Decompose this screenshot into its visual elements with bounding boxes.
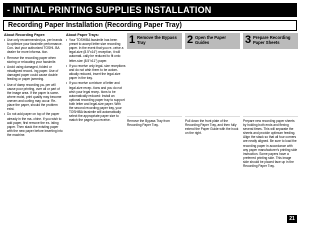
list-item: • Avoid using damaged, folded or misaligned record- ing paper. Use of damaged paper could cause double feeding or paper jamming.	[4, 65, 64, 81]
step-3	[243, 33, 298, 168]
step-2-title: Open the Paper Guides	[195, 35, 226, 45]
list-item: • Use of damp recording pa- per will cause poor printing, over all or part of the image area. If the paper is some- where moist, print quality may become uneven and curling may occur. Re- place the paper, should the problem exist.	[4, 83, 64, 112]
step-3-illustration	[243, 49, 298, 117]
step-1-illustration	[127, 49, 182, 117]
about-recording-paper	[4, 33, 64, 138]
section-title: Recording Paper Installation (Recording Paper Tray)	[3, 20, 297, 31]
step-1-number: 1	[129, 34, 136, 46]
step-2-illustration	[185, 49, 240, 117]
list-item: • Do not add paper on top of the paper already in the ma- chine. If you wish to add paper, first remove the ex- isting paper. Then stack the existing paper with the new paper before inserting into the machine.	[4, 112, 64, 137]
step-3-title: Prepare Recording Paper Sheets	[253, 35, 291, 45]
list-item: • If you receive only legal- size receptions and do not wish them to be autom- atically reduced, insert the legal-size paper in the tray.	[66, 64, 126, 80]
page-number: 21	[287, 215, 297, 223]
step-2-header	[185, 33, 240, 49]
step-2-number: 2	[187, 34, 194, 46]
step-1-header	[127, 33, 182, 49]
about-tray-heading: About Paper Trays:	[66, 33, 99, 37]
step-3-header	[243, 33, 298, 49]
step-2-text: Pull down the front plate of the Recording Paper Tray, and then fully extend the Paper Guide with the hook on the right.	[185, 119, 239, 136]
page-header: - INITIAL PRINTING SUPPLIES INSTALLATION	[3, 3, 297, 17]
step-1-text: Remove the Bypass Tray from Recording Paper Tray.	[127, 119, 170, 128]
about-paper-heading: About Recording Paper:	[4, 33, 46, 37]
list-item: • Your TOSHIBA facsimile has been preset to accept letter size recording paper. In the event that you re- ceive a legal-size (8.5"x14") reception, it will automati- cally be reduced to fit onto letter-size (8.5"x11") paper.	[66, 38, 126, 63]
step-1-title: Remove the Bypass Tray	[137, 35, 177, 45]
list-item: • If you receive a mixture of letter and legal-size recep- tions and you do not wish your legal recep- tions to be automatically reduced: Install an optional recording paper tray to support both letter and legal-size paper. With the second recording paper tray, your TOSHIBA facsimile will automatically select the appropriate paper size to match the pages you receive.	[66, 81, 126, 122]
step-3-number: 3	[245, 34, 252, 46]
list-item: • Use only recommended pa- per brands to optimize your facsimile performance. Con- tact your authorized TOSHI- BA dealer for more informa- tion.	[4, 38, 64, 54]
step-1	[127, 33, 182, 127]
step-3-text: Prepare new recording paper sheets by holding both ends and flexing several times. This will separate the sheets and provide optimum feeding. Align the stack so that all four corners are neatly aligned. Be sure to load the recording paper in accordance with any paper manufacturer's printing side instruction. Some papers have a preferred printing side. This image side should be placed face up in the Recording Paper Tray.	[243, 119, 298, 169]
about-paper-trays	[66, 33, 126, 124]
list-item: • Remove the recording paper when storing or relocating your facsimile.	[4, 56, 64, 64]
step-2	[185, 33, 240, 135]
